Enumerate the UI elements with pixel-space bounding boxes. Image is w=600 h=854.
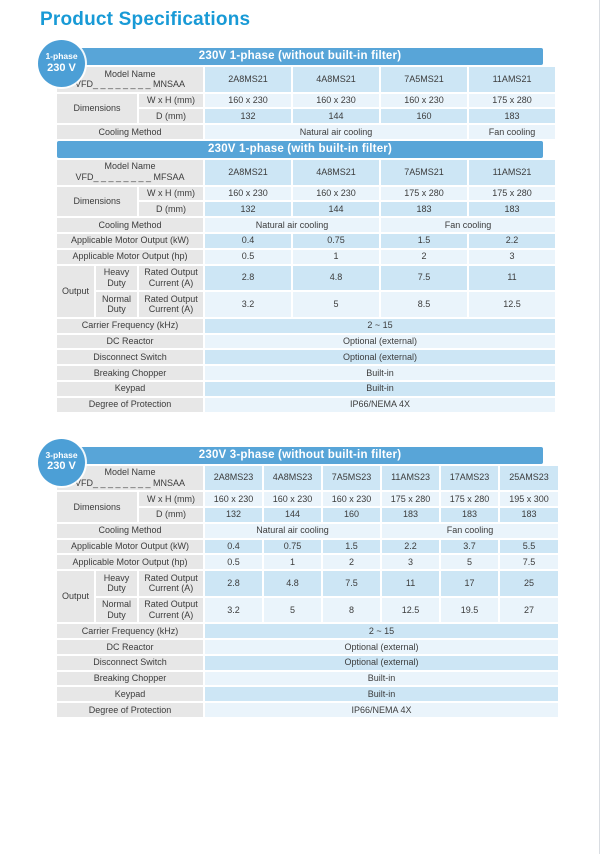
row-label-cell: Degree of Protection — [57, 398, 203, 412]
value-cell: 27 — [500, 598, 558, 623]
value-cell: 4.8 — [293, 266, 379, 291]
value-cell: IP66/NEMA 4X — [205, 703, 558, 717]
value-cell: 11AMS21 — [469, 160, 555, 185]
value-cell: 160 x 230 — [205, 94, 291, 108]
value-cell: 0.5 — [205, 250, 291, 264]
value-cell: 2A8MS21 — [205, 67, 291, 92]
value-cell: 132 — [205, 202, 291, 216]
value-cell: 11 — [469, 266, 555, 291]
row-label-cell: Applicable Motor Output (kW) — [57, 540, 203, 554]
value-cell: 183 — [500, 508, 558, 522]
row-label-cell: Heavy Duty — [96, 266, 137, 291]
value-cell: 4.8 — [264, 571, 321, 596]
value-cell: 12.5 — [382, 598, 439, 623]
row-label-cell: Degree of Protection — [57, 703, 203, 717]
row-label-cell: Model Name VFD_ _ _ _ _ _ _ _ MFSAA — [57, 160, 203, 185]
value-cell: 183 — [381, 202, 467, 216]
value-cell: 3.2 — [205, 598, 262, 623]
badge-phase-label: 1-phase — [45, 51, 78, 62]
row-label-cell: Keypad — [57, 382, 203, 396]
value-cell: Fan cooling — [382, 524, 558, 538]
row-label-cell: Normal Duty — [96, 598, 137, 623]
value-cell: Fan cooling — [469, 125, 555, 139]
value-cell: 17 — [441, 571, 498, 596]
value-cell: 2A8MS21 — [205, 160, 291, 185]
value-cell: 183 — [469, 109, 555, 123]
row-label-cell: Rated Output Current (A) — [139, 292, 203, 317]
row-label-cell: Applicable Motor Output (hp) — [57, 250, 203, 264]
value-cell: Optional (external) — [205, 640, 558, 654]
value-cell: 4A8MS23 — [264, 466, 321, 491]
value-cell: 7.5 — [323, 571, 380, 596]
value-cell: 144 — [264, 508, 321, 522]
value-cell: 11 — [382, 571, 439, 596]
value-cell: 7A5MS21 — [381, 67, 467, 92]
value-cell: 132 — [205, 508, 262, 522]
row-label-cell: Output — [57, 571, 94, 622]
value-cell: 7.5 — [500, 555, 558, 569]
value-cell: 160 — [381, 109, 467, 123]
value-cell: 1.5 — [323, 540, 380, 554]
value-cell: 160 x 230 — [381, 94, 467, 108]
value-cell: Natural air cooling — [205, 524, 380, 538]
badge-voltage-label: 230 V — [47, 460, 76, 473]
value-cell: 7A5MS21 — [381, 160, 467, 185]
spec-table-3phase-without-filter — [55, 464, 560, 720]
row-label-cell: W x H (mm) — [139, 492, 203, 506]
value-cell: 2 — [323, 555, 380, 569]
row-label-cell: Carrier Frequency (kHz) — [57, 319, 203, 333]
value-cell: 183 — [441, 508, 498, 522]
row-label-cell: Disconnect Switch — [57, 350, 203, 364]
table-header-3phase-without-filter: 230V 3-phase (without built-in filter) — [57, 447, 543, 464]
value-cell: 2.2 — [382, 540, 439, 554]
row-label-cell: Breaking Chopper — [57, 672, 203, 686]
value-cell: 4A8MS21 — [293, 67, 379, 92]
value-cell: Fan cooling — [381, 218, 555, 232]
row-label-cell: D (mm) — [139, 202, 203, 216]
value-cell: 11AMS21 — [469, 67, 555, 92]
value-cell: 175 x 280 — [382, 492, 439, 506]
row-label-cell: Cooling Method — [57, 524, 203, 538]
value-cell: Natural air cooling — [205, 218, 379, 232]
value-cell: 144 — [293, 109, 379, 123]
value-cell: 2.8 — [205, 571, 262, 596]
value-cell: 175 x 280 — [469, 187, 555, 201]
value-cell: Optional (external) — [205, 656, 558, 670]
row-label-cell: Rated Output Current (A) — [139, 571, 203, 596]
value-cell: 2 ~ 15 — [205, 319, 555, 333]
page-title: Product Specifications — [40, 9, 251, 30]
value-cell: IP66/NEMA 4X — [205, 398, 555, 412]
value-cell: 2.8 — [205, 266, 291, 291]
value-cell: Optional (external) — [205, 335, 555, 349]
value-cell: 132 — [205, 109, 291, 123]
value-cell: 19.5 — [441, 598, 498, 623]
value-cell: 160 — [323, 508, 380, 522]
row-label-cell: Model Name VFD_ _ _ _ _ _ _ _ MNSAA — [57, 466, 203, 491]
value-cell: 11AMS23 — [382, 466, 439, 491]
row-label-cell: W x H (mm) — [139, 94, 203, 108]
row-label-cell: Disconnect Switch — [57, 656, 203, 670]
spec-table-1phase-without-filter — [55, 65, 557, 141]
value-cell: 175 x 280 — [469, 94, 555, 108]
value-cell: 0.5 — [205, 555, 262, 569]
value-cell: 1 — [264, 555, 321, 569]
row-label-cell: W x H (mm) — [139, 187, 203, 201]
value-cell: 5 — [264, 598, 321, 623]
value-cell: 160 x 230 — [293, 187, 379, 201]
value-cell: 8.5 — [381, 292, 467, 317]
spec-table-1phase-with-filter — [55, 158, 557, 414]
value-cell: 17AMS23 — [441, 466, 498, 491]
section-230v-3phase — [45, 447, 549, 720]
value-cell: 3 — [382, 555, 439, 569]
value-cell: 3.7 — [441, 540, 498, 554]
value-cell: 1.5 — [381, 234, 467, 248]
row-label-cell: Applicable Motor Output (kW) — [57, 234, 203, 248]
value-cell: 0.4 — [205, 234, 291, 248]
value-cell: 12.5 — [469, 292, 555, 317]
row-label-cell: Cooling Method — [57, 125, 203, 139]
value-cell: 1 — [293, 250, 379, 264]
row-label-cell: Normal Duty — [96, 292, 137, 317]
row-label-cell: DC Reactor — [57, 640, 203, 654]
badge-voltage-label: 230 V — [47, 61, 76, 74]
value-cell: 2 — [381, 250, 467, 264]
row-label-cell: Applicable Motor Output (hp) — [57, 555, 203, 569]
value-cell: Built-in — [205, 672, 558, 686]
value-cell: 25AMS23 — [500, 466, 558, 491]
value-cell: 160 x 230 — [205, 492, 262, 506]
value-cell: 144 — [293, 202, 379, 216]
value-cell: 0.75 — [293, 234, 379, 248]
value-cell: 5 — [441, 555, 498, 569]
value-cell: 4A8MS21 — [293, 160, 379, 185]
table-header-1phase-without-filter: 230V 1-phase (without built-in filter) — [57, 48, 543, 65]
row-label-cell: D (mm) — [139, 109, 203, 123]
row-label-cell: DC Reactor — [57, 335, 203, 349]
row-label-cell: Breaking Chopper — [57, 366, 203, 380]
value-cell: 160 x 230 — [264, 492, 321, 506]
value-cell: 7.5 — [381, 266, 467, 291]
value-cell: 8 — [323, 598, 380, 623]
value-cell: 160 x 230 — [323, 492, 380, 506]
row-label-cell: Heavy Duty — [96, 571, 137, 596]
value-cell: 0.4 — [205, 540, 262, 554]
value-cell: 2 ~ 15 — [205, 624, 558, 638]
row-label-cell: Rated Output Current (A) — [139, 266, 203, 291]
row-label-cell: D (mm) — [139, 508, 203, 522]
value-cell: 7A5MS23 — [323, 466, 380, 491]
value-cell: 3.2 — [205, 292, 291, 317]
badge-phase-label: 3-phase — [45, 449, 78, 460]
value-cell: 2A8MS23 — [205, 466, 262, 491]
row-label-cell: Carrier Frequency (kHz) — [57, 624, 203, 638]
value-cell: 5.5 — [500, 540, 558, 554]
row-label-cell: Dimensions — [57, 187, 137, 217]
row-label-cell: Cooling Method — [57, 218, 203, 232]
row-label-cell: Keypad — [57, 687, 203, 701]
value-cell: 160 x 230 — [293, 94, 379, 108]
value-cell: 175 x 280 — [381, 187, 467, 201]
table-header-1phase-with-filter: 230V 1-phase (with built-in filter) — [57, 141, 543, 158]
value-cell: 160 x 230 — [205, 187, 291, 201]
value-cell: 25 — [500, 571, 558, 596]
value-cell: 183 — [382, 508, 439, 522]
row-label-cell: Output — [57, 266, 94, 317]
row-label-cell: Dimensions — [57, 94, 137, 124]
value-cell: Built-in — [205, 687, 558, 701]
value-cell: 0.75 — [264, 540, 321, 554]
section-230v-1phase — [45, 48, 543, 414]
value-cell: 5 — [293, 292, 379, 317]
value-cell: Built-in — [205, 366, 555, 380]
value-cell: Optional (external) — [205, 350, 555, 364]
value-cell: 183 — [469, 202, 555, 216]
value-cell: Natural air cooling — [205, 125, 467, 139]
value-cell: 175 x 280 — [441, 492, 498, 506]
value-cell: Built-in — [205, 382, 555, 396]
value-cell: 2.2 — [469, 234, 555, 248]
phase-badge-3phase — [38, 439, 85, 486]
row-label-cell: Dimensions — [57, 492, 137, 522]
phase-badge-1phase — [38, 40, 85, 87]
row-label-cell: Model Name VFD_ _ _ _ _ _ _ _ MNSAA — [57, 67, 203, 92]
value-cell: 3 — [469, 250, 555, 264]
row-label-cell: Rated Output Current (A) — [139, 598, 203, 623]
value-cell: 195 x 300 — [500, 492, 558, 506]
